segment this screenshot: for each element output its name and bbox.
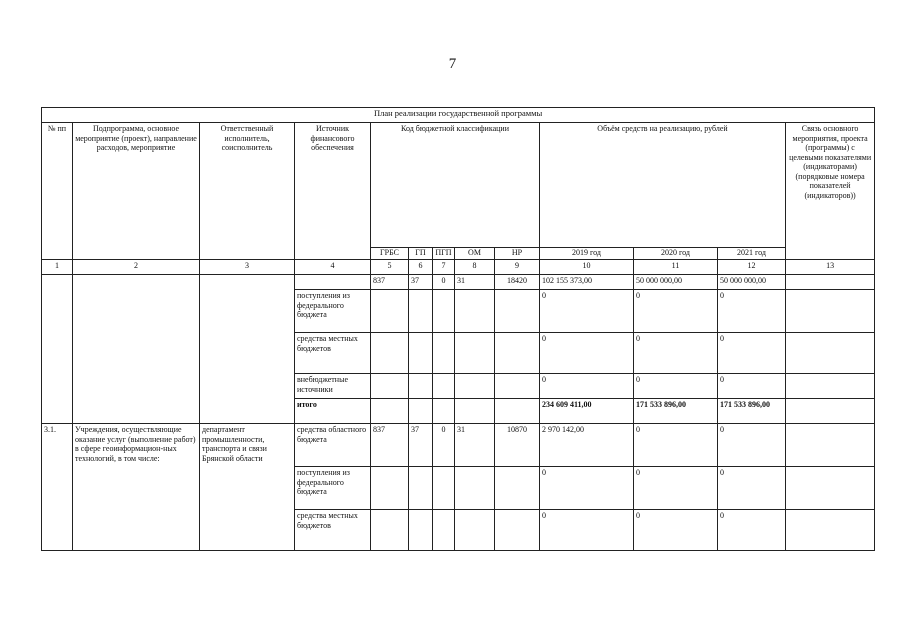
subheader-2021: 2021 год (718, 248, 786, 260)
cell-grbs (371, 467, 409, 510)
cell-om: 31 (455, 424, 495, 467)
column-number: 10 (540, 260, 634, 275)
cell-source: средства областного бюджета (295, 424, 371, 467)
cell-2021: 0 (718, 374, 786, 399)
cell-om: 31 (455, 275, 495, 290)
cell-pgp (433, 399, 455, 424)
cell-gp (409, 290, 433, 333)
cell-grbs: 837 (371, 424, 409, 467)
cell-grbs (371, 374, 409, 399)
cell-nr (495, 399, 540, 424)
cell-grbs: 837 (371, 275, 409, 290)
cell-gp (409, 399, 433, 424)
cell-2021: 0 (718, 424, 786, 467)
cell-2019: 0 (540, 333, 634, 374)
cell-gp (409, 510, 433, 551)
column-number-row (42, 260, 875, 275)
cell-grbs (371, 333, 409, 374)
cell-source: поступления из федерального бюджета (295, 290, 371, 333)
cell-2021: 0 (718, 510, 786, 551)
header-num: № пп (42, 123, 73, 260)
cell-link (786, 510, 875, 551)
cell-gp: 37 (409, 275, 433, 290)
header-subprogram: Подпрограмма, основное мероприятие (проект), направление расходов, мероприятие (73, 123, 200, 260)
cell-2020: 0 (634, 374, 718, 399)
header-sources: Источник финансового обеспечения (295, 123, 371, 260)
cell-2019: 234 609 411,00 (540, 399, 634, 424)
header-link: Связь основного мероприятия, проекта (программы) с целевыми показателями (индикаторами) (порядковые номера показателей (индикаторов)) (786, 123, 875, 260)
cell-grbs (371, 290, 409, 333)
cell-responsible: департамент промышленности, транспорта и связи Брянской области (200, 424, 295, 551)
column-number: 13 (786, 260, 875, 275)
subheader-nr: НР (495, 248, 540, 260)
cell-link (786, 333, 875, 374)
column-number: 2 (73, 260, 200, 275)
program-plan-table (41, 107, 875, 551)
subheader-grbs: ГРБС (371, 248, 409, 260)
cell-num: 3.1. (42, 424, 73, 551)
cell-2019: 102 155 373,00 (540, 275, 634, 290)
cell-nr (495, 290, 540, 333)
cell-link (786, 275, 875, 290)
cell-grbs (371, 510, 409, 551)
cell-link (786, 290, 875, 333)
header-responsible: Ответственный исполнитель, соисполнитель (200, 123, 295, 260)
cell-om (455, 510, 495, 551)
subheader-2020: 2020 год (634, 248, 718, 260)
column-number: 11 (634, 260, 718, 275)
cell-link (786, 424, 875, 467)
cell-2021: 171 533 896,00 (718, 399, 786, 424)
column-number: 9 (495, 260, 540, 275)
cell-nr (495, 374, 540, 399)
cell-pgp (433, 290, 455, 333)
cell-link (786, 467, 875, 510)
cell-om (455, 399, 495, 424)
cell-2019: 0 (540, 467, 634, 510)
cell-name (73, 275, 200, 424)
cell-pgp (433, 510, 455, 551)
cell-2020: 0 (634, 333, 718, 374)
cell-gp: 37 (409, 424, 433, 467)
subheader-pgp: ПГП (433, 248, 455, 260)
cell-2020: 0 (634, 467, 718, 510)
cell-pgp: 0 (433, 424, 455, 467)
cell-gp (409, 467, 433, 510)
cell-2020: 171 533 896,00 (634, 399, 718, 424)
cell-nr (495, 510, 540, 551)
page-number: 7 (448, 56, 457, 72)
column-number: 6 (409, 260, 433, 275)
cell-link (786, 399, 875, 424)
cell-om (455, 333, 495, 374)
cell-2019: 2 970 142,00 (540, 424, 634, 467)
cell-link (786, 374, 875, 399)
cell-grbs (371, 399, 409, 424)
cell-om (455, 467, 495, 510)
column-number: 3 (200, 260, 295, 275)
cell-name: Учреждения, осуществляющие оказание услуг (выполнение работ) в сфере геоинформацион-ных технологий, в том числе: (73, 424, 200, 551)
table-row (42, 275, 875, 290)
cell-2019: 0 (540, 510, 634, 551)
cell-2019: 0 (540, 290, 634, 333)
cell-2021: 50 000 000,00 (718, 275, 786, 290)
table-row (42, 424, 875, 467)
cell-num (42, 275, 73, 424)
cell-responsible (200, 275, 295, 424)
column-number: 5 (371, 260, 409, 275)
table-title: План реализации государственной программы (42, 108, 875, 123)
subheader-2019: 2019 год (540, 248, 634, 260)
cell-pgp (433, 467, 455, 510)
column-number: 12 (718, 260, 786, 275)
cell-2020: 0 (634, 290, 718, 333)
cell-2021: 0 (718, 333, 786, 374)
cell-gp (409, 374, 433, 399)
cell-2020: 50 000 000,00 (634, 275, 718, 290)
cell-nr (495, 333, 540, 374)
cell-2020: 0 (634, 510, 718, 551)
cell-2019: 0 (540, 374, 634, 399)
cell-source: итого (295, 399, 371, 424)
subheader-gp: ГП (409, 248, 433, 260)
cell-gp (409, 333, 433, 374)
header-volume: Объём средств на реализацию, рублей (540, 123, 786, 248)
cell-om (455, 290, 495, 333)
cell-source: поступления из федерального бюджета (295, 467, 371, 510)
cell-source (295, 275, 371, 290)
cell-2021: 0 (718, 290, 786, 333)
cell-source: средства местных бюджетов (295, 510, 371, 551)
cell-2020: 0 (634, 424, 718, 467)
column-number: 4 (295, 260, 371, 275)
cell-source: внебюджетные источники (295, 374, 371, 399)
cell-pgp: 0 (433, 275, 455, 290)
cell-pgp (433, 374, 455, 399)
column-number: 7 (433, 260, 455, 275)
cell-pgp (433, 333, 455, 374)
header-budget-code: Код бюджетной классификации (371, 123, 540, 248)
cell-nr: 18420 (495, 275, 540, 290)
cell-source: средства местных бюджетов (295, 333, 371, 374)
cell-om (455, 374, 495, 399)
cell-nr: 10870 (495, 424, 540, 467)
subheader-om: ОМ (455, 248, 495, 260)
cell-nr (495, 467, 540, 510)
cell-2021: 0 (718, 467, 786, 510)
column-number: 1 (42, 260, 73, 275)
column-number: 8 (455, 260, 495, 275)
